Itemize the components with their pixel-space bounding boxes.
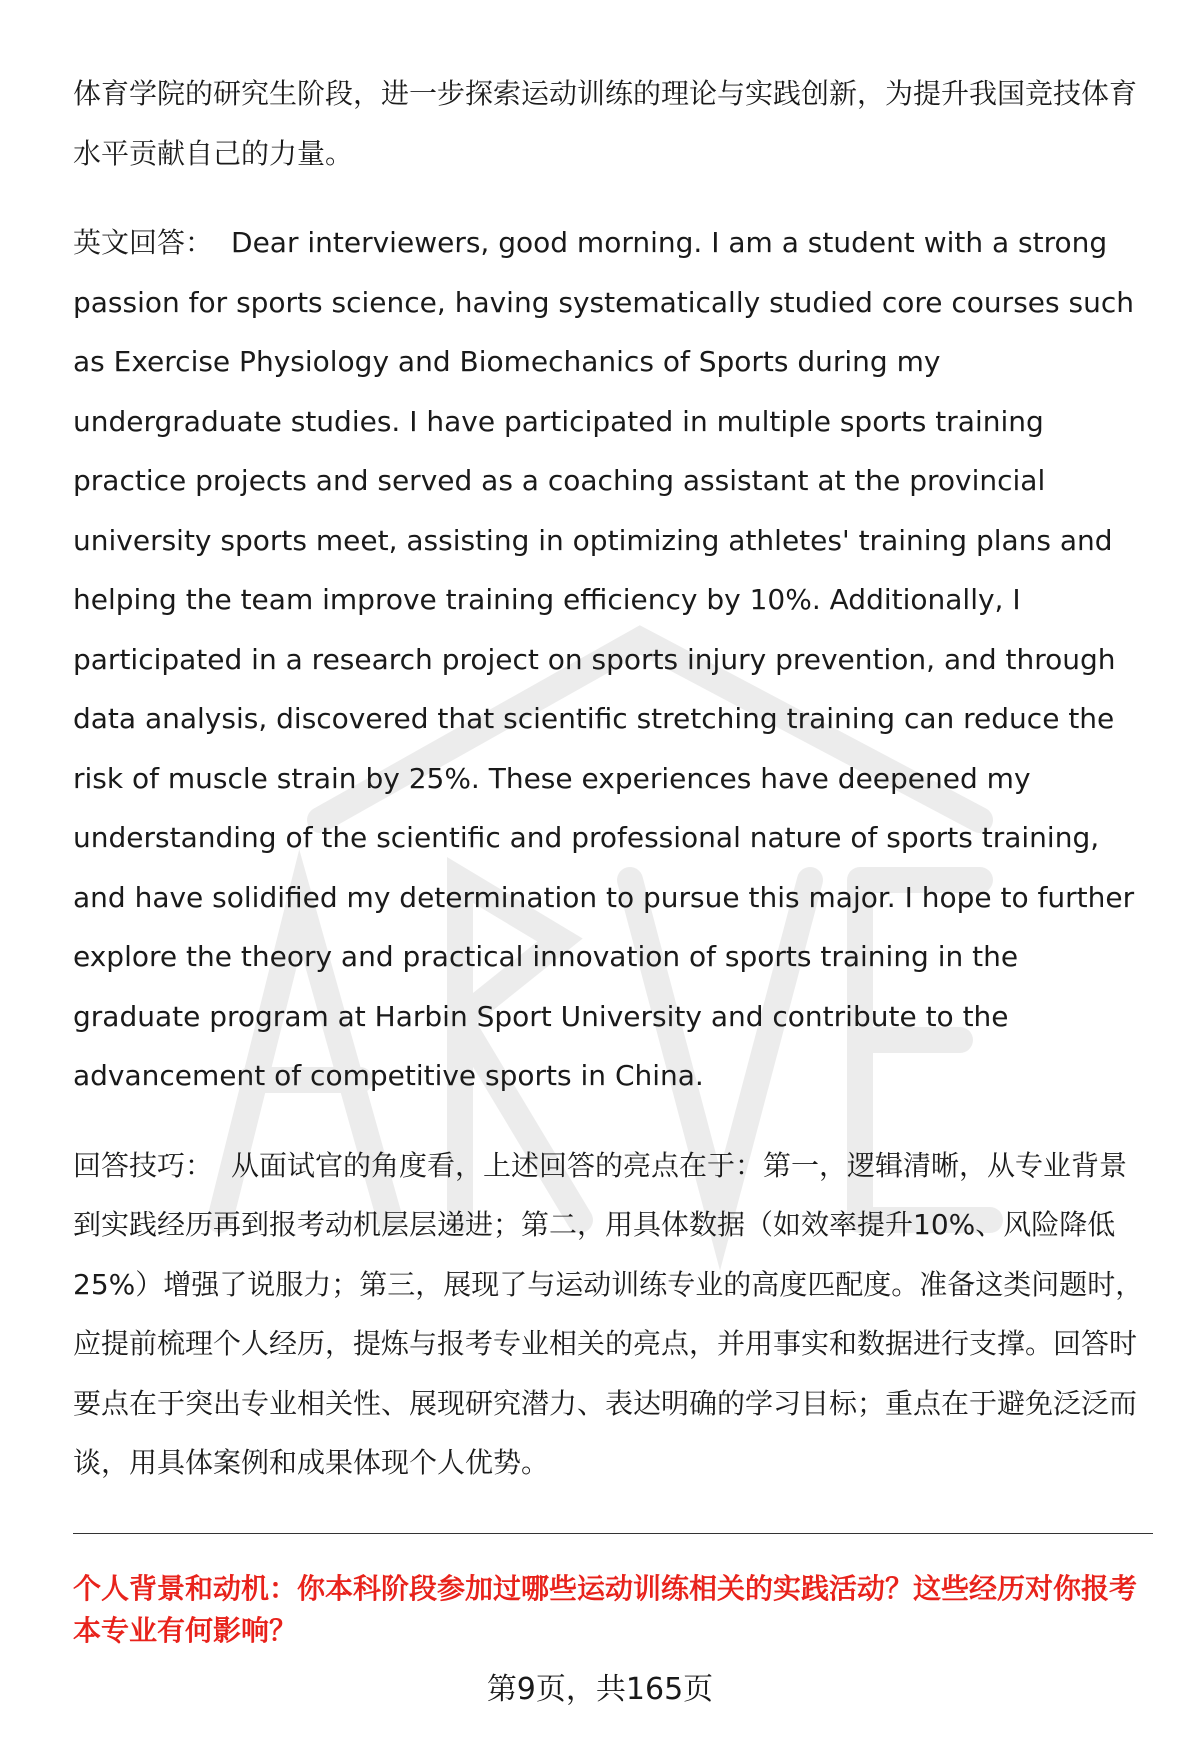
english-answer-text: Dear interviewers, good morning. I am a student with a strong passion for sports science, having systematically studied core courses such as Exercise Physiology and Biomechanics of Sports during my undergraduate studies. I have participated in multiple sports training practice projects and served as a coaching assistant at the provincial university sports meet, assisting in optimizing athletes' training plans and helping the team improve training efficiency by 10%. Additionally, I participated in a research project on sports injury prevention, and through data analysis, discovered that scientific stretching training can reduce the risk of muscle strain by 25%. These experiences have deepened my understanding of the scientific and professional nature of sports training, and have solidified my determination to pursue this major. I hope to further explore the theory and practical innovation of sports training in the graduate program at Harbin Sport University and contribute to the advancement of competitive sports in China. (73, 226, 1135, 1092)
answer-tips-label: 回答技巧： (73, 1148, 214, 1182)
page-number-footer: 第9页，共165页 (486, 1672, 714, 1707)
answer-tips-paragraph (73, 1136, 1153, 1493)
section-divider (73, 1533, 1153, 1534)
next-question-heading: 个人背景和动机：你本科阶段参加过哪些运动训练相关的实践活动？这些经历对你报考本专业有何影响？ (73, 1572, 1138, 1647)
english-answer-label: 英文回答： (73, 226, 214, 259)
english-answer-paragraph (73, 213, 1153, 1106)
intro-paragraph: 体育学院的研究生阶段，进一步探索运动训练的理论与实践创新，为提升我国竞技体育水平贡献自己的力量。 (73, 77, 1138, 170)
main-content (73, 64, 1153, 1493)
answer-tips-text: 从面试官的角度看，上述回答的亮点在于：第一，逻辑清晰，从专业背景到实践经历再到报考动机层层递进；第二，用具体数据（如效率提升10%、风险降低25%）增强了说服力；第三，展现了与运动训练专业的高度匹配度。准备这类问题时，应提前梳理个人经历，提炼与报考专业相关的亮点，并用事实和数据进行支撑。回答时要点在于突出专业相关性、展现研究潜力、表达明确的学习目标；重点在于避免泛泛而谈，用具体案例和成果体现个人优势。 (73, 1148, 1144, 1479)
